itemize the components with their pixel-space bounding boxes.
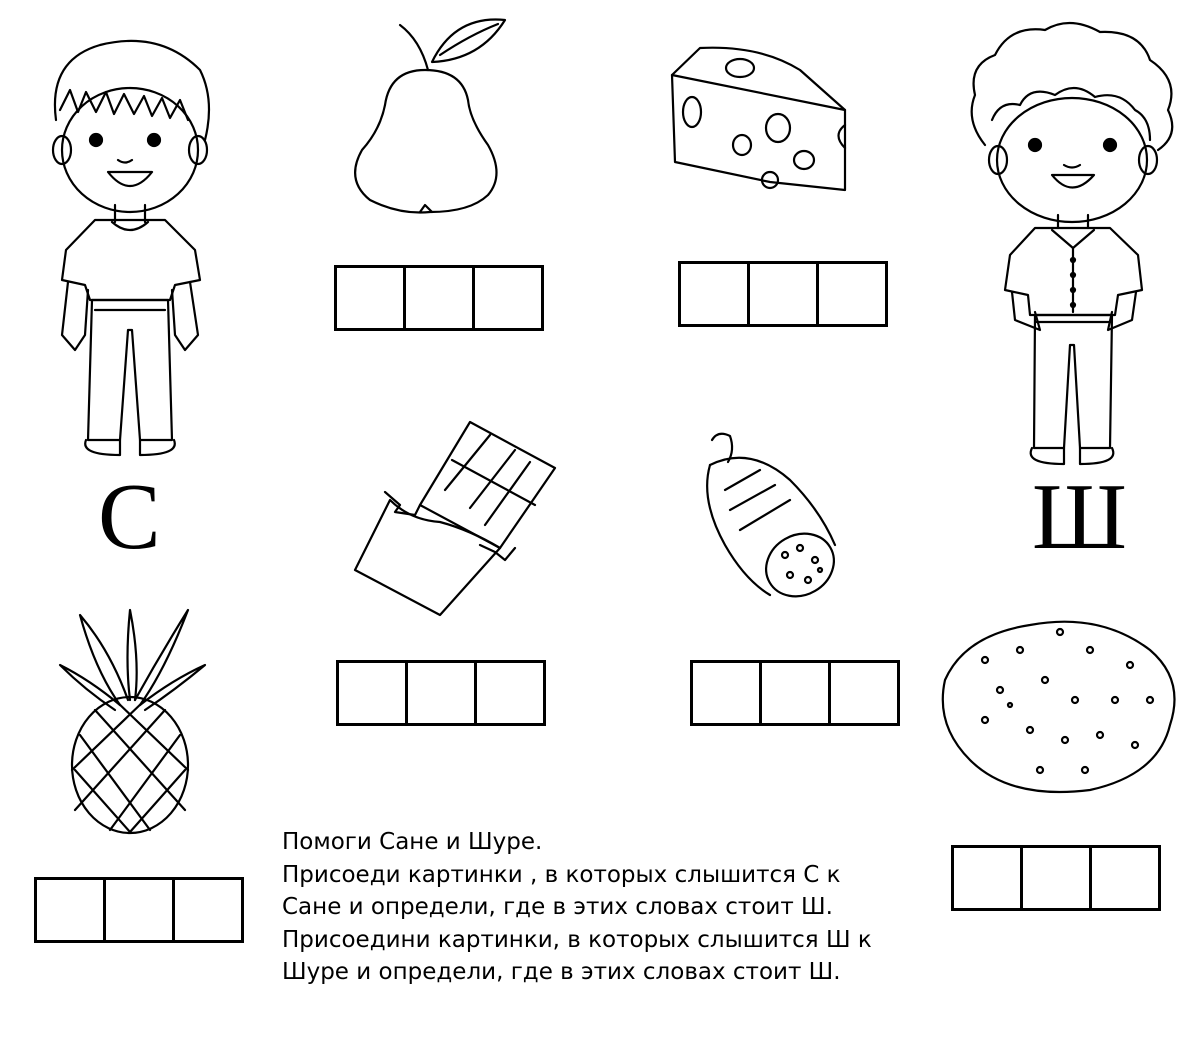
instruction-line: Сане и определи, где в этих словах стоит Ш. [282, 894, 833, 920]
letter-boxes-pancake [951, 845, 1158, 911]
letter-box[interactable] [1020, 845, 1092, 911]
instruction-line: Помоги Сане и Шуре. [282, 829, 543, 855]
instructions [282, 826, 982, 989]
letter-s: С [98, 465, 161, 569]
instruction-line: Присоеди картинки , в которых слышится С к [282, 861, 841, 888]
letter-box[interactable] [1089, 845, 1161, 911]
instruction-line: Присоедини картинки, в которых слышится Ш к [282, 926, 872, 953]
letter-sh: Ш [1032, 465, 1127, 569]
instruction-line: Шуре и определи, где в этих словах стоит Ш. [282, 959, 841, 985]
